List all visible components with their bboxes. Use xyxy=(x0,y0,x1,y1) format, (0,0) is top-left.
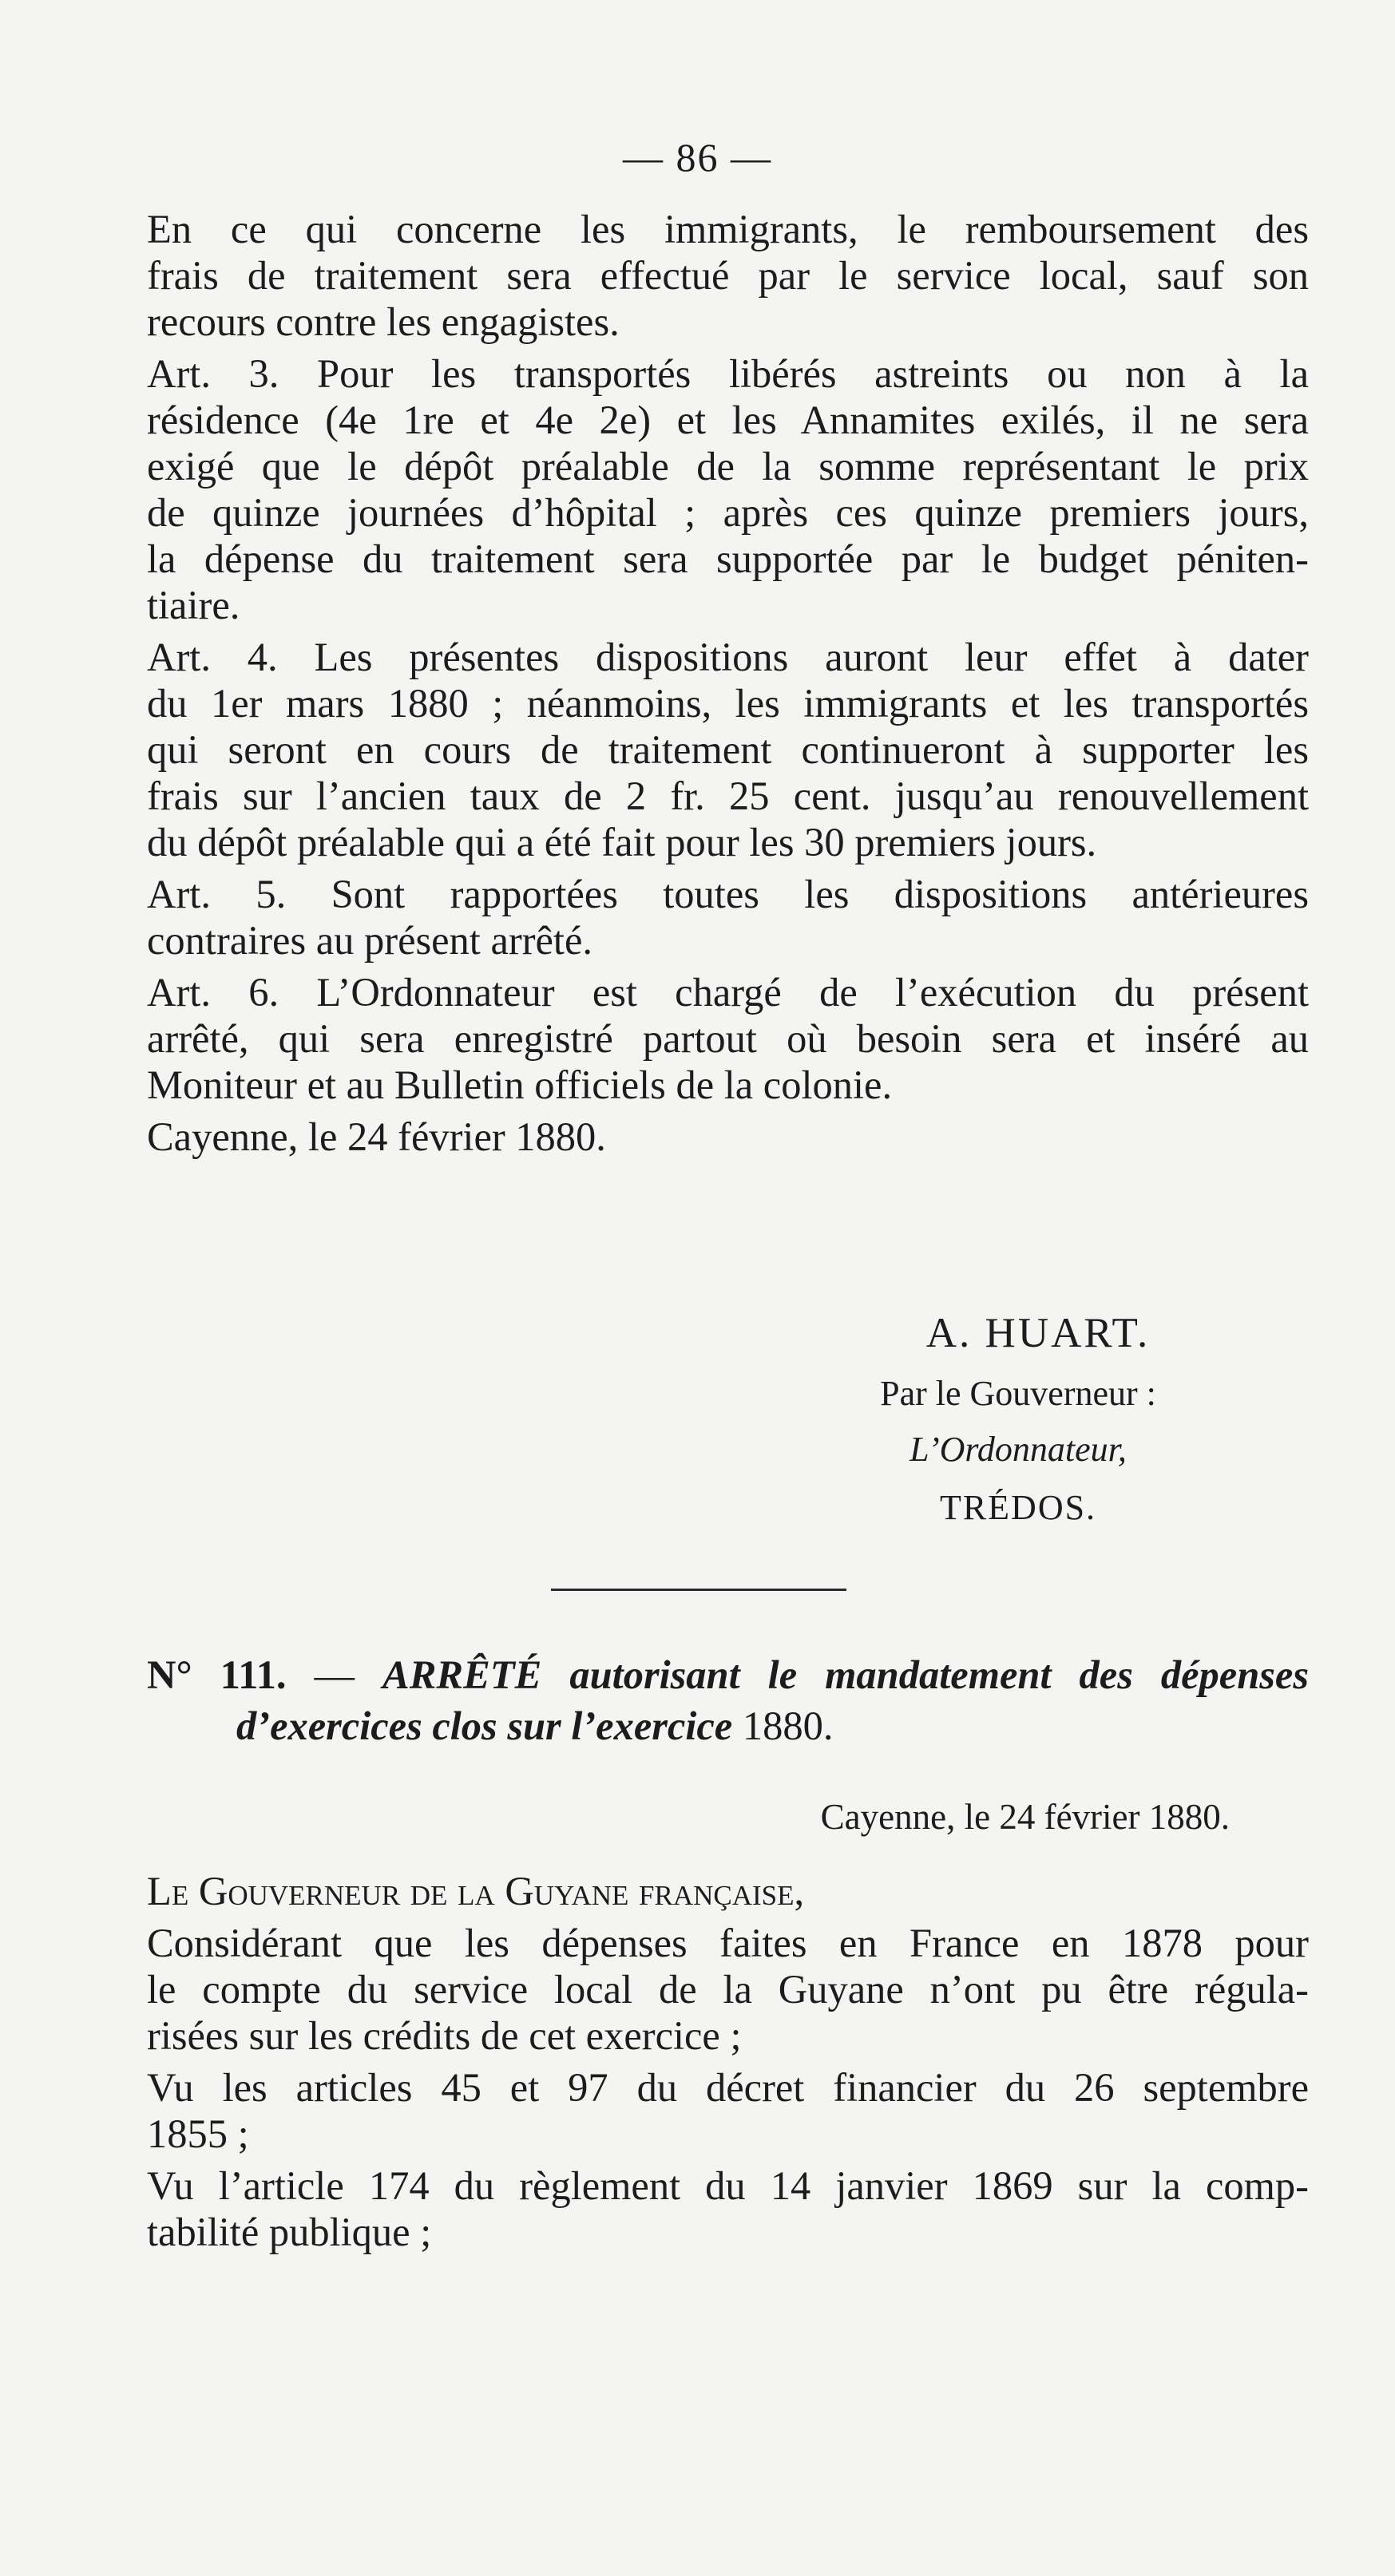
text-line: Art. 3. Pour les transportés libérés astreints ou non à la xyxy=(147,351,1309,396)
text-line: de quinze journées d’hôpital ; après ces quinze premiers jours, xyxy=(147,490,1309,535)
text-line: Vu les articles 45 et 97 du décret financier du 26 septembre xyxy=(147,2065,1309,2110)
text-line: arrêté, qui sera enregistré partout où besoin sera et inséré au xyxy=(147,1016,1309,1061)
signature-role: L’Ordonnateur, xyxy=(910,1430,1127,1469)
paragraph-considerant xyxy=(147,1920,1309,2059)
paragraph-gouverneur xyxy=(147,1868,1309,1914)
text-line: Art. 4. Les présentes dispositions auront leur effet à dater xyxy=(147,635,1309,679)
signature-par: Par le Gouverneur : xyxy=(880,1374,1156,1413)
paragraph-vu-reglement xyxy=(147,2162,1309,2255)
text-line: Moniteur et au Bulletin officiels de la colonie. xyxy=(147,1062,893,1107)
paragraph-vu-articles xyxy=(147,2064,1309,2157)
paragraph-date xyxy=(147,1114,1309,1160)
text-line: 1855 ; xyxy=(147,2111,249,2156)
decree-date: Cayenne, le 24 février 1880. xyxy=(820,1797,1230,1837)
text-line: la dépense du traitement sera supportée par le budget péniten- xyxy=(147,536,1309,581)
paragraph-article-6 xyxy=(147,969,1309,1108)
text-line: tiaire. xyxy=(147,583,240,627)
decree-dash: — xyxy=(286,1652,383,1697)
paragraph-immigrants xyxy=(147,206,1309,345)
text-line: risées sur les crédits de cet exercice ; xyxy=(147,2013,742,2058)
text-line: recours contre les engagistes. xyxy=(147,299,620,344)
decree-year: 1880. xyxy=(732,1703,834,1748)
page-number: — 86 — xyxy=(623,135,772,180)
signature-signatory: TRÉDOS. xyxy=(939,1488,1097,1527)
text-line: qui seront en cours de traitement continueront à supporter les xyxy=(147,727,1309,772)
text-line: Art. 6. L’Ordonnateur est chargé de l’exécution du présent xyxy=(147,970,1309,1015)
text-line: Art. 5. Sont rapportées toutes les dispositions antérieures xyxy=(147,872,1309,916)
text-line: Le Gouverneur de la Guyane française, xyxy=(147,1869,805,1913)
text-block-top xyxy=(147,206,1309,1165)
section-divider xyxy=(551,1589,846,1591)
text-line: tabilité publique ; xyxy=(147,2210,432,2254)
decree-title: ARRÊTÉ autorisant le mandatement des dépenses xyxy=(382,1652,1310,1697)
text-line: résidence (4e 1re et 4e 2e) et les Annamites exilés, il ne sera xyxy=(147,398,1309,442)
decree-number: N° 111. xyxy=(147,1652,287,1697)
text-line: du 1er mars 1880 ; néanmoins, les immigrants et les transportés xyxy=(147,681,1309,726)
paragraph-article-4 xyxy=(147,634,1309,865)
paragraph-article-3 xyxy=(147,350,1309,628)
text-line: En ce qui concerne les immigrants, le remboursement des xyxy=(147,207,1309,251)
text-line: frais de traitement sera effectué par le service local, sauf son xyxy=(147,253,1309,298)
decree-title-cont: d’exercices clos sur l’exercice xyxy=(236,1703,733,1748)
text-line: contraires au présent arrêté. xyxy=(147,918,592,963)
text-line: exigé que le dépôt préalable de la somme représentant le prix xyxy=(147,444,1309,489)
text-line: Considérant que les dépenses faites en France en 1878 pour xyxy=(147,1921,1309,1965)
text-line: le compte du service local de la Guyane n’ont pu être régula- xyxy=(147,1967,1309,2012)
decree-heading-line-1 xyxy=(147,1649,1309,1700)
signature-name: A. HUART. xyxy=(925,1310,1151,1356)
decree-heading-line-2 xyxy=(147,1700,1309,1751)
decree-heading xyxy=(147,1649,1309,1751)
text-line: Cayenne, le 24 février 1880. xyxy=(147,1114,606,1159)
text-line: frais sur l’ancien taux de 2 fr. 25 cent. jusqu’au renouvellement xyxy=(147,774,1309,818)
text-line: Vu l’article 174 du règlement du 14 janvier 1869 sur la comp- xyxy=(147,2163,1309,2208)
text-block-bottom xyxy=(147,1868,1309,2261)
paragraph-article-5 xyxy=(147,871,1309,964)
text-line: du dépôt préalable qui a été fait pour les 30 premiers jours. xyxy=(147,820,1097,865)
